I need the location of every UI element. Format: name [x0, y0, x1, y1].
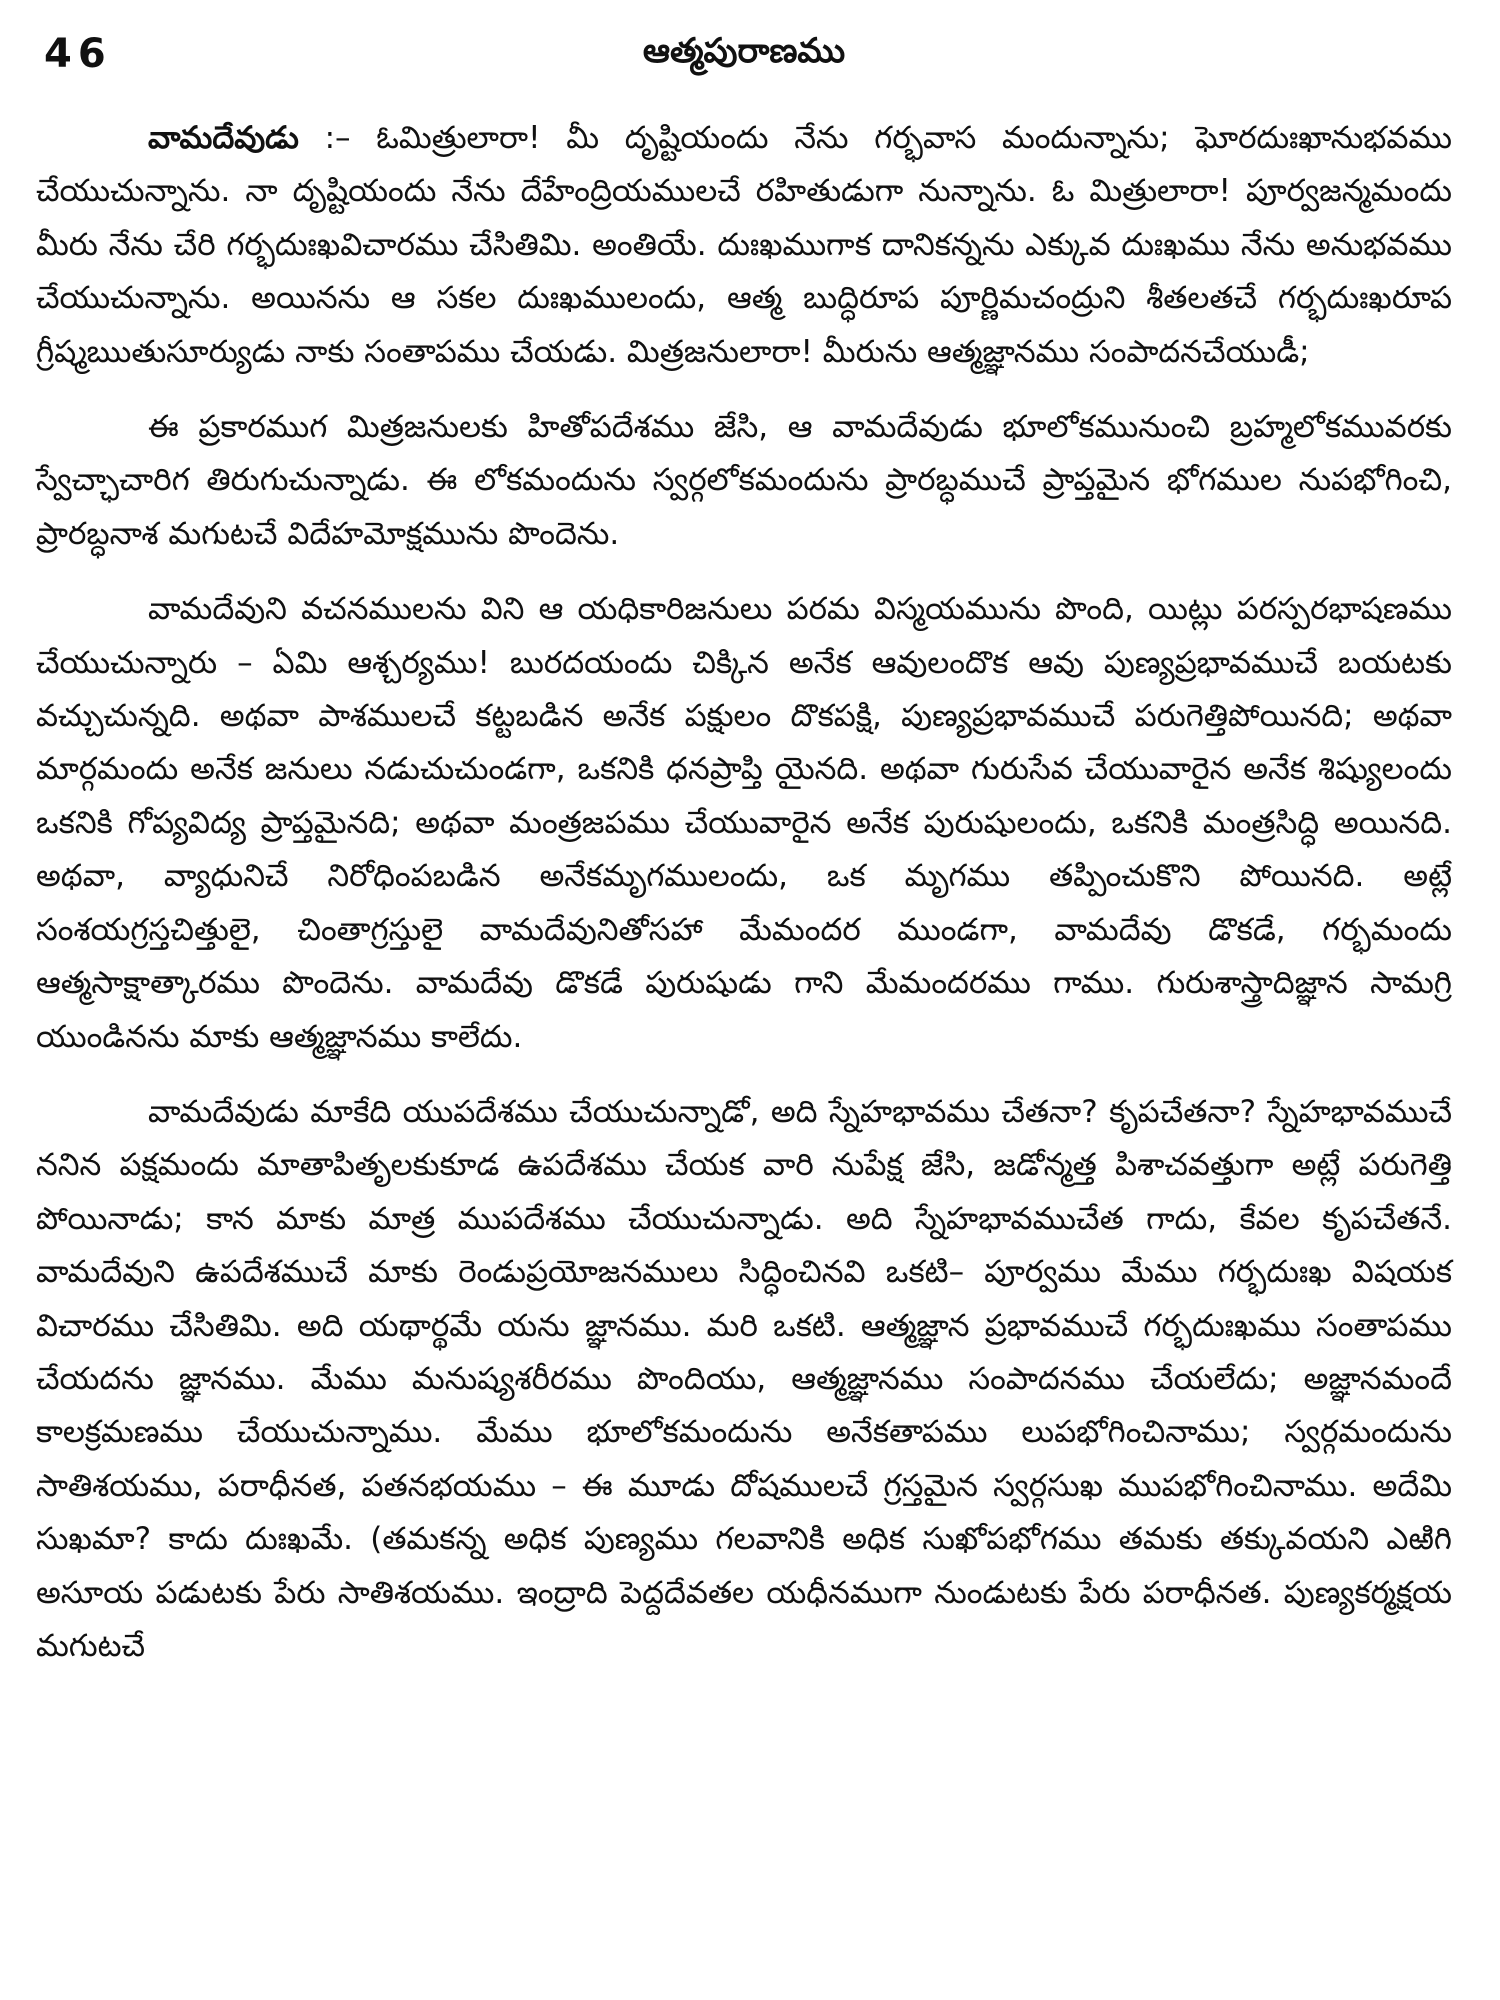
paragraph-1-text: :– ఓమిత్రులారా! మీ దృష్టియందు నేను గర్భవాస మందున్నాను; ఘోరదుఃఖానుభవము చేయుచున్నాను. నా దృష్టియందు నేను దేహేంద్రియములచే రహితుడుగా నున్నాను. ఓ మిత్రులారా! పూర్వజన్మమందు మీరు నేను చేరి గర్భదుఃఖవిచారము చేసితిమి. అంతియే. దుఃఖముగాక దానికన్నను ఎక్కువ దుఃఖము నేను అనుభవము చేయుచున్నాను. అయినను ఆ సకల దుఃఖములందు, ఆత్మ బుద్ధిరూప పూర్ణిమచంద్రుని శీతలతచే గర్భదుఃఖరూప గ్రీష్మఋతుసూర్యుడు నాకు సంతాపము చేయడు. మిత్రజనులారా! మీరును ఆత్మజ్ఞానము సంపాదనచేయుడీ; — [36, 120, 1452, 370]
page-header — [36, 26, 1452, 82]
speaker-name: వామదేవుడు — [148, 120, 299, 156]
paragraph-3: వామదేవుని వచనములను విని ఆ యధికారిజనులు పరమ విస్మయమును పొంది, యిట్లు పరస్పరభాషణము చేయుచున్నారు – ఏమి ఆశ్చర్యము! బురదయందు చిక్కిన అనేక ఆవులందొక ఆవు పుణ్యప్రభావముచే బయటకు వచ్చుచున్నది. అథవా పాశములచే కట్టబడిన అనేక పక్షులం దొకపక్షి, పుణ్యప్రభావముచే పరుగెత్తిపోయినది; అథవా మార్గమందు అనేక జనులు నడుచుచుండగా, ఒకనికి ధనప్రాప్తి యైనది. అథవా గురుసేవ చేయువారైన అనేక శిష్యులందు ఒకనికి గోప్యవిద్య ప్రాప్తమైనది; అథవా మంత్రజపము చేయువారైన అనేక పురుషులందు, ఒకనికి మంత్రసిద్ధి అయినది. అథవా, వ్యాధునిచే నిరోధింపబడిన అనేకమృగములందు, ఒక మృగము తప్పించుకొని పోయినది. అట్లే సంశయగ్రస్తచిత్తులై, చింతాగ్రస్తులై వామదేవునితోసహా మేమందర ముండగా, వామదేవు డొకడే, గర్భమందు ఆత్మసాక్షాత్కారము పొందెను. వామదేవు డొకడే పురుషుడు గాని మేమందరము గాము. గురుశాస్త్రాదిజ్ఞాన సామగ్రి యుండినను మాకు ఆత్మజ్ఞానము కాలేదు. — [36, 591, 1452, 1055]
paragraph-4: వామదేవుడు మాకేది యుపదేశము చేయుచున్నాడో, అది స్నేహభావము చేతనా? కృపచేతనా? స్నేహభావముచే ననిన పక్షమందు మాతాపితృలకుకూడ ఉపదేశము చేయక వారి నుపేక్ష జేసి, జడోన్మత్త పిశాచవత్తుగా అట్లే పరుగెత్తి పోయినాడు; కాన మాకు మాత్ర ముపదేశము చేయుచున్నాడు. అది స్నేహభావముచేత గాదు, కేవల కృపచేతనే. వామదేవుని ఉపదేశముచే మాకు రెండుప్రయోజనములు సిద్ధించినవి ఒకటి– పూర్వము మేము గర్భదుఃఖ విషయక విచారము చేసితిమి. అది యథార్థమే యను జ్ఞానము. మరి ఒకటి. ఆత్మజ్ఞాన ప్రభావముచే గర్భదుఃఖము సంతాపము చేయదను జ్ఞానము. మేము మనుష్యశరీరము పొందియు, ఆత్మజ్ఞానము సంపాదనము చేయలేదు; అజ్ఞానమందే కాలక్రమణము చేయుచున్నాము. మేము భూలోకమందును అనేకతాపము లుపభోగించినాము; స్వర్గమందును సాతిశయము, పరాధీనత, పతనభయము – ఈ మూడు దోషములచే గ్రస్తమైన స్వర్గసుఖ ముపభోగించినాము. అదేమి సుఖమా? కాదు దుఃఖమే. (తమకన్న అధిక పుణ్యము గలవానికి అధిక సుఖోపభోగము తమకు తక్కువయని ఎఱిగి అసూయ పడుటకు పేరు సాతిశయము. ఇంద్రాది పెద్దదేవతల యధీనముగా నుండుటకు పేరు పరాధీనత. పుణ్యకర్మక్షయ మగుటచే — [36, 1093, 1452, 1664]
paragraph-1 — [36, 112, 1452, 379]
running-title: ఆత్మపురాణము — [642, 31, 846, 71]
paragraph-2: ఈ ప్రకారముగ మిత్రజనులకు హితోపదేశము జేసి, ఆ వామదేవుడు భూలోకమునుంచి బ్రహ్మలోకమువరకు స్వేచ్ఛాచారిగ తిరుగుచున్నాడు. ఈ లోకమందును స్వర్గలోకమందును ప్రారబ్ధముచే ప్రాప్తమైన భోగముల నుపభోగించి, ప్రారబ్ధనాశ మగుటచే విదేహమోక్షమును పొందెను. — [36, 409, 1452, 552]
page-number: 46 — [44, 31, 112, 77]
body-text — [36, 112, 1452, 1695]
